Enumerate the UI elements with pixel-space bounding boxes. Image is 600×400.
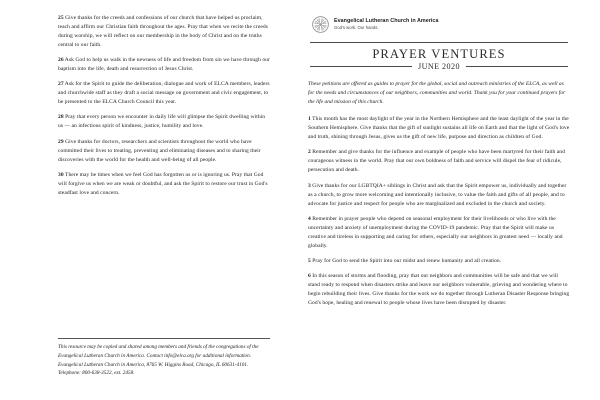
masthead: [310, 42, 568, 71]
entry-number: 5: [308, 257, 311, 264]
footer-credit: [58, 338, 270, 378]
masthead-top-rule: [310, 42, 568, 43]
entry-text: Remember in prayer people who depend on seasonal employment for their livelihoods or who live with the uncertainty and anxiety of unemployment during the COVID-19 pandemic. Pray that the Spirit will make us creative and tireless in supporting and caring for others, especially our neighbors in greatest need — locally and globally.: [308, 215, 563, 249]
entry-text: In this season of storms and flooding, pray that our neighbors and communities will be safe and that we will stand ready to respond when disasters strike and leave our neighbors vulnerable, grieving and wondering where to begin rebuilding their lives. Give thanks for the work we do together through Lutheran Disaster Response bringing God's hope, healing and renewal to people whose lives have been disrupted by disaster.: [308, 273, 570, 306]
entry-text: Ask God to help us walk in the newness of life and freedom from sin we have through our baptism into the life, death and resurrection of Jesus Christ.: [58, 57, 270, 73]
page-title: PRAYER VENTURES: [372, 47, 506, 61]
intro-paragraph: These petitions are offered as guides to prayer for the global, social and outreach ministries of the ELCA, as well as for the needs and circumstances of our neighbors, communities and world. Thank you for your continued prayers for the life and mission of this church.: [308, 80, 566, 106]
prayer-entry: [58, 138, 270, 165]
entry-number: 26: [58, 57, 64, 64]
prayer-entry: [58, 80, 270, 107]
entry-number: 1: [308, 116, 311, 123]
brand-tagline: God's work. Our hands.: [334, 24, 379, 30]
right-page: [300, 0, 600, 400]
entry-number: 4: [308, 215, 311, 222]
footer-credit-text: This resource may be copied and shared among members and friends of the congregations of the Evangelical Lutheran Church in America. Contact info@elca.org for additional information. Evangelical Lutheran Church in America, 8765 W. Higgins Road, Chicago, IL 60631-4101. Telephone: 800-638-3522, ext. 2458.: [58, 344, 259, 377]
entry-text: There may be times when we feel God has forgotten us or is ignoring us. Pray that God will forgive us when we are weak or doubtful, and ask the Spirit to restore our trust in God's steadfast love and concern.: [58, 171, 268, 196]
brand-name: Evangelical Lutheran Church in America: [334, 17, 439, 24]
prayer-entry: [58, 113, 270, 131]
masthead-date-row: [310, 63, 568, 71]
prayer-entry: [58, 56, 270, 74]
issue-date: JUNE 2020: [418, 61, 461, 71]
entry-text: Pray for God to send the Spirit into our midst and renew humanity and all creation.: [310, 257, 502, 264]
footer-divider: [58, 338, 270, 339]
masthead-rule-right: [466, 66, 568, 67]
prayer-entry: [308, 257, 570, 266]
entry-number: 29: [58, 138, 64, 145]
entry-text: Give thanks for our LGBTQIA+ siblings in Christ and ask that the Spirit empower us, individually and together as a church, to grow more welcoming and intentionally inclusive, to value the faith and gifts of all people, and to advocate for justice and respect for people who are marginalized and excluded in the church and society.: [308, 182, 567, 207]
entry-text: Give thanks for the creeds and confessions of our church that have helped us proclaim, teach and affirm our Christian faith throughout the ages. Pray that when we recite the creeds during worship, we will reflect on our membership in the body of Christ and on the truths central to our faith.: [58, 15, 268, 48]
entry-text: Ask for the Spirit to guide the deliberation, dialogue and work of ELCA members, leaders and churchwide staff as they draft a social message on government and civic engagement, to be presented to the ELCA Church Council this year.: [58, 81, 270, 106]
prayer-entry: [308, 182, 570, 209]
entry-text: Pray that every person we encounter in daily life will glimpse the Spirit dwelling within us — an infectious spirit of kindness, justice, humility and love.: [58, 114, 266, 130]
prayer-entry: [308, 215, 570, 251]
entry-number: 3: [308, 182, 311, 189]
elca-cross-logo-icon: [312, 16, 329, 33]
entry-text: Remember and give thanks for the influence and example of people who have been martyred for their faith and courageous witness in the world. Pray that our own boldness of faith and service will dispel the fear of ridicule, persecution and death.: [308, 149, 565, 174]
entry-number: 6: [308, 273, 311, 280]
masthead-rule-left: [310, 66, 412, 67]
entry-number: 2: [308, 149, 311, 156]
prayer-entry: [308, 272, 570, 308]
brand-wordmark: [334, 19, 438, 30]
prayer-entry: [308, 148, 570, 175]
entry-text: This month has the most daylight of the year in the Northern Hemisphere and the least daylight of the year in the Southern Hemisphere. Give thanks that the gift of sunlight sustains all life on Earth and that the light of God's love and truth, shining through Jesus, gives us the gift of new life, purpose and direction as children of God.: [308, 116, 570, 141]
prayer-entry: [58, 14, 270, 50]
entry-number: 30: [58, 171, 64, 178]
prayer-entry: [58, 171, 270, 198]
prayer-entry: [308, 115, 570, 142]
entry-number: 27: [58, 81, 64, 88]
entry-text: Give thanks for doctors, researchers and scientists throughout the world who have committed their lives to treating, preventing and eliminating diseases and to sharing their discoveries with the world for the health and well-being of all people.: [58, 138, 261, 163]
entry-number: 25: [58, 15, 64, 21]
brand-bar: [308, 16, 570, 33]
entry-number: 28: [58, 114, 64, 121]
